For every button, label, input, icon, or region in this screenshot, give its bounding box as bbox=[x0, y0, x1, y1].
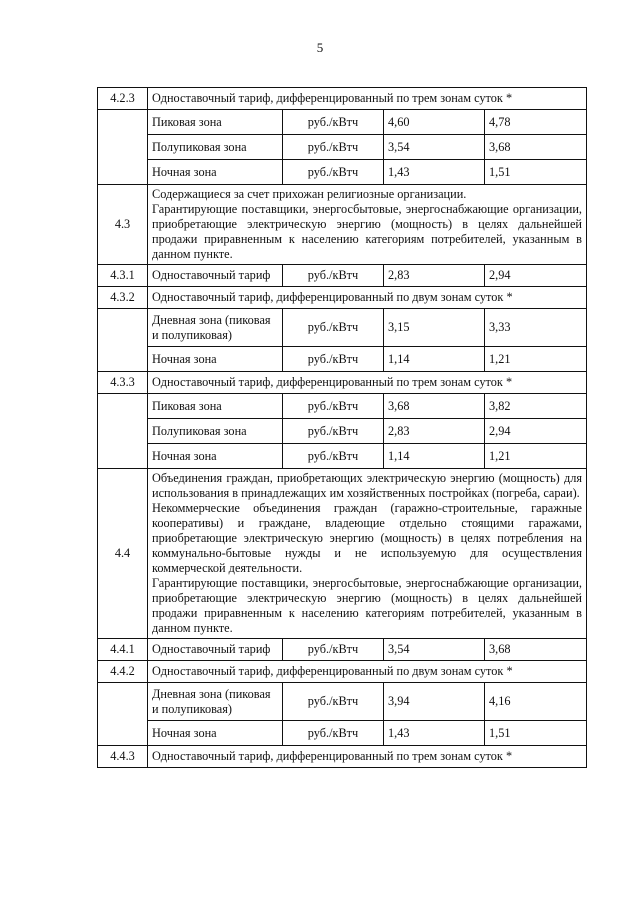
value-cell: 3,33 bbox=[485, 309, 587, 347]
empty-number-cell bbox=[98, 110, 148, 185]
empty-number-cell bbox=[98, 394, 148, 469]
table-row bbox=[98, 721, 587, 746]
description-line: Гарантирующие поставщики, энергосбытовые, энергоснабжающие организации, приобретающие электрическую энергию (мощность) в целях дальнейшей продажи приравненным к населению категориям потребителей, указанным в данном пункте. bbox=[152, 576, 582, 635]
unit-cell: руб./кВтч bbox=[283, 265, 384, 287]
empty-number-cell bbox=[98, 309, 148, 372]
unit-cell: руб./кВтч bbox=[283, 160, 384, 185]
value-cell: 1,14 bbox=[384, 347, 485, 372]
table-row bbox=[98, 394, 587, 419]
section-description bbox=[148, 185, 587, 265]
value-cell: 3,94 bbox=[384, 683, 485, 721]
value-cell: 1,43 bbox=[384, 160, 485, 185]
zone-cell: Одноставочный тариф bbox=[148, 639, 283, 661]
row-number: 4.4 bbox=[98, 469, 148, 639]
table-row bbox=[98, 661, 587, 683]
zone-cell: Пиковая зона bbox=[148, 110, 283, 135]
unit-cell: руб./кВтч bbox=[283, 444, 384, 469]
row-number: 4.3 bbox=[98, 185, 148, 265]
row-number: 4.3.2 bbox=[98, 287, 148, 309]
unit-cell: руб./кВтч bbox=[283, 135, 384, 160]
row-title: Одноставочный тариф, дифференцированный по трем зонам суток * bbox=[148, 88, 587, 110]
unit-cell: руб./кВтч bbox=[283, 683, 384, 721]
row-title: Одноставочный тариф, дифференцированный по трем зонам суток * bbox=[148, 746, 587, 768]
description-line: Содержащиеся за счет прихожан религиозные организации. bbox=[152, 187, 467, 201]
table-row bbox=[98, 639, 587, 661]
page-number: 5 bbox=[316, 40, 324, 55]
section-description bbox=[148, 469, 587, 639]
value-cell: 2,94 bbox=[485, 419, 587, 444]
unit-cell: руб./кВтч bbox=[283, 110, 384, 135]
zone-cell: Ночная зона bbox=[148, 347, 283, 372]
unit-cell: руб./кВтч bbox=[283, 347, 384, 372]
value-cell: 2,83 bbox=[384, 265, 485, 287]
row-number: 4.4.1 bbox=[98, 639, 148, 661]
table-row bbox=[98, 444, 587, 469]
table-row bbox=[98, 287, 587, 309]
row-number: 4.4.2 bbox=[98, 661, 148, 683]
description-line: Гарантирующие поставщики, энергосбытовые, энергоснабжающие организации, приобретающие электрическую энергию (мощность) в целях дальнейшей продажи приравненным к населению категориям потребителей, указанным в данном пункте. bbox=[152, 202, 582, 261]
description-line: Некоммерческие объединения граждан (гаражно-строительные, гаражные кооперативы) и граждане, владеющие отдельно стоящими гаражами, приобретающие электрическую энергию (мощность) в целях потребления на коммунально-бытовые нужды и не используемую для осуществления коммерческой деятельности. bbox=[152, 501, 582, 575]
value-cell: 3,15 bbox=[384, 309, 485, 347]
table-row bbox=[98, 88, 587, 110]
unit-cell: руб./кВтч bbox=[283, 639, 384, 661]
value-cell: 1,51 bbox=[485, 160, 587, 185]
value-cell: 4,16 bbox=[485, 683, 587, 721]
zone-cell: Одноставочный тариф bbox=[148, 265, 283, 287]
row-title: Одноставочный тариф, дифференцированный по двум зонам суток * bbox=[148, 287, 587, 309]
row-number: 4.3.3 bbox=[98, 372, 148, 394]
zone-cell: Ночная зона bbox=[148, 160, 283, 185]
table-row bbox=[98, 265, 587, 287]
row-title: Одноставочный тариф, дифференцированный по трем зонам суток * bbox=[148, 372, 587, 394]
unit-cell: руб./кВтч bbox=[283, 309, 384, 347]
value-cell: 1,21 bbox=[485, 444, 587, 469]
table-row bbox=[98, 746, 587, 768]
zone-cell: Дневная зона (пиковая и полупиковая) bbox=[148, 683, 283, 721]
value-cell: 1,21 bbox=[485, 347, 587, 372]
value-cell: 2,94 bbox=[485, 265, 587, 287]
zone-cell: Полупиковая зона bbox=[148, 135, 283, 160]
table-row bbox=[98, 160, 587, 185]
table-row bbox=[98, 135, 587, 160]
zone-cell: Ночная зона bbox=[148, 721, 283, 746]
tariff-table bbox=[97, 87, 587, 768]
table-row bbox=[98, 185, 587, 265]
value-cell: 4,60 bbox=[384, 110, 485, 135]
row-number: 4.2.3 bbox=[98, 88, 148, 110]
value-cell: 3,68 bbox=[384, 394, 485, 419]
row-title: Одноставочный тариф, дифференцированный по двум зонам суток * bbox=[148, 661, 587, 683]
unit-cell: руб./кВтч bbox=[283, 394, 384, 419]
value-cell: 1,14 bbox=[384, 444, 485, 469]
empty-number-cell bbox=[98, 683, 148, 746]
value-cell: 3,68 bbox=[485, 639, 587, 661]
value-cell: 2,83 bbox=[384, 419, 485, 444]
row-number: 4.3.1 bbox=[98, 265, 148, 287]
description-line: Объединения граждан, приобретающих электрическую энергию (мощность) для использования в принадлежащих им хозяйственных постройках (погреба, сараи). bbox=[152, 471, 582, 500]
zone-cell: Пиковая зона bbox=[148, 394, 283, 419]
table-row bbox=[98, 309, 587, 347]
unit-cell: руб./кВтч bbox=[283, 419, 384, 444]
value-cell: 3,54 bbox=[384, 639, 485, 661]
table-row bbox=[98, 110, 587, 135]
zone-cell: Дневная зона (пиковая и полупиковая) bbox=[148, 309, 283, 347]
table-row bbox=[98, 372, 587, 394]
value-cell: 3,82 bbox=[485, 394, 587, 419]
zone-cell: Ночная зона bbox=[148, 444, 283, 469]
unit-cell: руб./кВтч bbox=[283, 721, 384, 746]
value-cell: 3,54 bbox=[384, 135, 485, 160]
table-row bbox=[98, 347, 587, 372]
table-row bbox=[98, 683, 587, 721]
row-number: 4.4.3 bbox=[98, 746, 148, 768]
table-row bbox=[98, 419, 587, 444]
table-row bbox=[98, 469, 587, 639]
value-cell: 1,51 bbox=[485, 721, 587, 746]
zone-cell: Полупиковая зона bbox=[148, 419, 283, 444]
value-cell: 3,68 bbox=[485, 135, 587, 160]
value-cell: 4,78 bbox=[485, 110, 587, 135]
value-cell: 1,43 bbox=[384, 721, 485, 746]
